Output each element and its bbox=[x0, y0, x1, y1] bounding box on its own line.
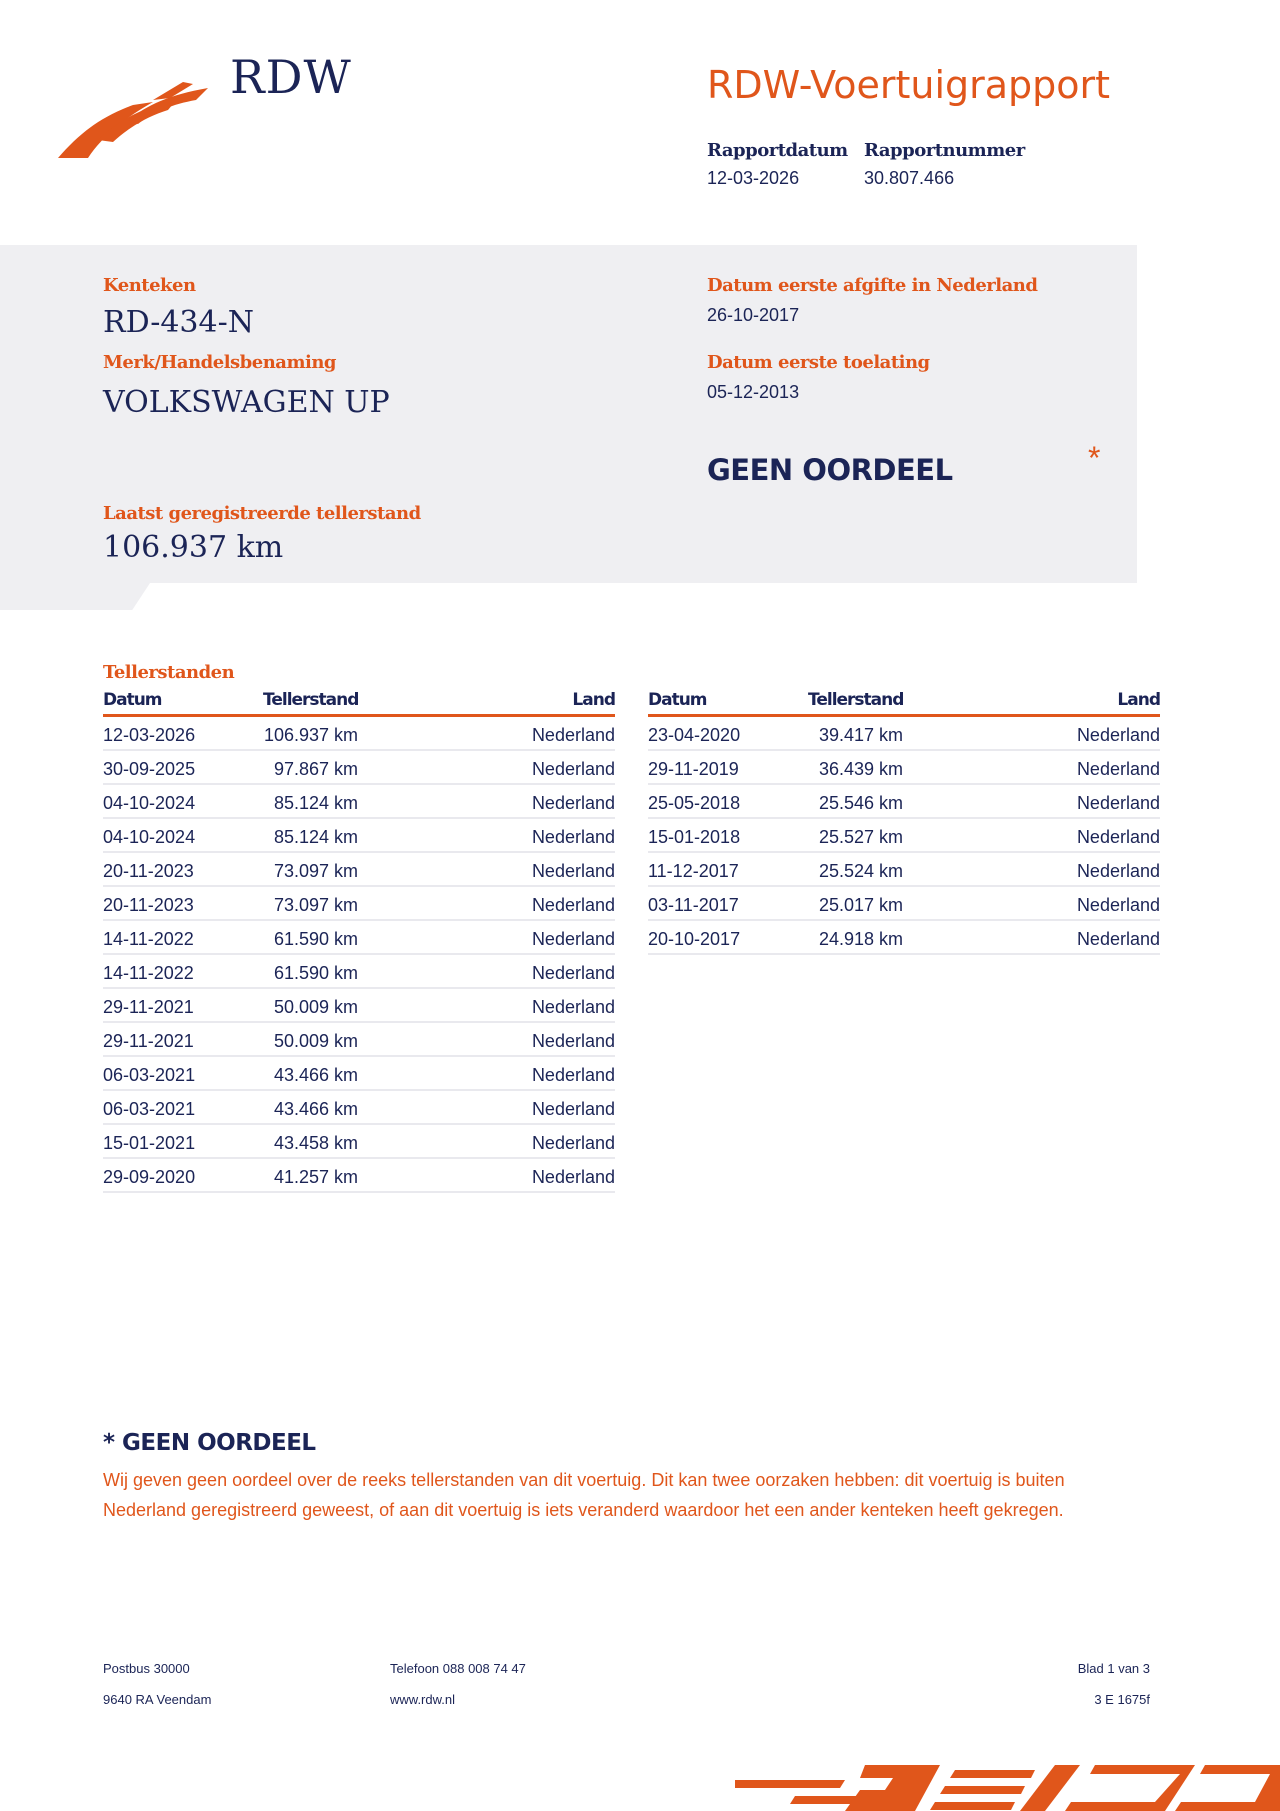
table-row bbox=[648, 819, 1160, 853]
cell-km: 36.439 km bbox=[818, 759, 903, 779]
report-number-value: 30.807.466 bbox=[864, 168, 955, 188]
cell-km: 61.590 km bbox=[273, 963, 358, 983]
table-row bbox=[103, 1125, 615, 1159]
cell-land: Nederland bbox=[1076, 827, 1160, 847]
table-row bbox=[103, 853, 615, 887]
report-title: RDW-Voertuigrapport bbox=[707, 63, 1111, 107]
cell-km: 43.466 km bbox=[273, 1099, 358, 1119]
first-registration-nl-label: Datum eerste afgifte in Nederland bbox=[707, 275, 1038, 296]
cell-land: Nederland bbox=[531, 1167, 615, 1187]
footer-document-code: 3 E 1675f bbox=[1094, 1692, 1150, 1707]
table-row bbox=[103, 955, 615, 989]
table-row bbox=[648, 853, 1160, 887]
table-row bbox=[103, 989, 615, 1023]
report-date-value: 12-03-2026 bbox=[707, 168, 800, 188]
cell-km: 106.937 km bbox=[263, 725, 358, 745]
cell-land: Nederland bbox=[1076, 929, 1160, 949]
cell-km: 25.524 km bbox=[818, 861, 903, 881]
table-row bbox=[103, 751, 615, 785]
kenteken-label: Kenteken bbox=[103, 275, 196, 296]
cell-km: 25.546 km bbox=[818, 793, 903, 813]
cell-km: 24.918 km bbox=[818, 929, 903, 949]
header-km: Tellerstand bbox=[808, 690, 904, 710]
cell-km: 73.097 km bbox=[273, 895, 358, 915]
table-row bbox=[648, 751, 1160, 785]
cell-km: 97.867 km bbox=[273, 759, 358, 779]
odometer-table-right bbox=[648, 690, 1160, 955]
cell-land: Nederland bbox=[531, 895, 615, 915]
cell-km: 25.017 km bbox=[818, 895, 903, 915]
cell-km: 50.009 km bbox=[273, 1031, 358, 1051]
note-title: * GEEN OORDEEL bbox=[103, 1430, 316, 1456]
cell-land: Nederland bbox=[531, 1133, 615, 1153]
cell-date: 20-11-2023 bbox=[103, 861, 194, 881]
cell-land: Nederland bbox=[531, 997, 615, 1017]
report-date-label: Rapportdatum bbox=[707, 140, 848, 161]
cell-date: 29-11-2019 bbox=[648, 759, 739, 779]
cell-land: Nederland bbox=[1076, 895, 1160, 915]
panel-tab-decoration bbox=[0, 580, 152, 610]
header-km: Tellerstand bbox=[263, 690, 359, 710]
cell-land: Nederland bbox=[531, 861, 615, 881]
logo-text: RDW bbox=[230, 50, 352, 104]
section-title-tellerstanden: Tellerstanden bbox=[103, 662, 235, 683]
table-row bbox=[103, 921, 615, 955]
cell-km: 25.527 km bbox=[818, 827, 903, 847]
cell-km: 61.590 km bbox=[273, 929, 358, 949]
cell-date: 03-11-2017 bbox=[648, 895, 739, 915]
verdict-text: GEEN OORDEEL bbox=[707, 453, 953, 487]
header-date: Datum bbox=[103, 690, 162, 710]
table-header bbox=[103, 690, 615, 717]
cell-date: 15-01-2021 bbox=[103, 1133, 196, 1153]
odometer-table-left bbox=[103, 690, 615, 1193]
table-row bbox=[648, 921, 1160, 955]
cell-land: Nederland bbox=[531, 1031, 615, 1051]
header-date: Datum bbox=[648, 690, 707, 710]
table-row bbox=[648, 887, 1160, 921]
table-row bbox=[103, 717, 615, 751]
decorative-stripes-icon bbox=[735, 1760, 1280, 1811]
cell-land: Nederland bbox=[1076, 725, 1160, 745]
table-row bbox=[103, 887, 615, 921]
cell-date: 14-11-2022 bbox=[103, 963, 194, 983]
cell-km: 41.257 km bbox=[273, 1167, 358, 1187]
cell-date: 06-03-2021 bbox=[103, 1099, 196, 1119]
cell-land: Nederland bbox=[1076, 861, 1160, 881]
cell-km: 39.417 km bbox=[818, 725, 903, 745]
cell-km: 85.124 km bbox=[273, 827, 358, 847]
cell-date: 15-01-2018 bbox=[648, 827, 741, 847]
cell-date: 14-11-2022 bbox=[103, 929, 194, 949]
cell-km: 50.009 km bbox=[273, 997, 358, 1017]
cell-date: 30-09-2025 bbox=[103, 759, 196, 779]
table-row bbox=[103, 1159, 615, 1193]
cell-land: Nederland bbox=[531, 759, 615, 779]
cell-land: Nederland bbox=[1076, 793, 1160, 813]
cell-land: Nederland bbox=[531, 963, 615, 983]
footer-address-line2: 9640 RA Veendam bbox=[103, 1692, 212, 1707]
cell-km: 43.458 km bbox=[273, 1133, 358, 1153]
footer-page-number: Blad 1 van 3 bbox=[1077, 1661, 1150, 1676]
last-odometer-value: 106.937 km bbox=[103, 530, 284, 565]
cell-date: 20-11-2023 bbox=[103, 895, 194, 915]
cell-land: Nederland bbox=[531, 725, 615, 745]
table-row bbox=[648, 717, 1160, 751]
cell-land: Nederland bbox=[531, 929, 615, 949]
header-land: Land bbox=[1117, 690, 1160, 710]
cell-land: Nederland bbox=[531, 827, 615, 847]
kenteken-value: RD-434-N bbox=[103, 305, 254, 340]
first-admission-label: Datum eerste toelating bbox=[707, 352, 930, 373]
cell-land: Nederland bbox=[1076, 759, 1160, 779]
cell-date: 23-04-2020 bbox=[648, 725, 741, 745]
cell-date: 11-12-2017 bbox=[648, 861, 739, 881]
table-row bbox=[103, 1023, 615, 1057]
table-row bbox=[103, 1091, 615, 1125]
first-registration-nl-value: 26-10-2017 bbox=[707, 305, 800, 325]
cell-land: Nederland bbox=[531, 1065, 615, 1085]
cell-km: 85.124 km bbox=[273, 793, 358, 813]
table-row bbox=[103, 1057, 615, 1091]
table-header bbox=[648, 690, 1160, 717]
footer-phone: Telefoon 088 008 74 47 bbox=[390, 1661, 526, 1676]
cell-date: 25-05-2018 bbox=[648, 793, 741, 813]
last-odometer-label: Laatst geregistreerde tellerstand bbox=[103, 503, 421, 524]
cell-date: 29-09-2020 bbox=[103, 1167, 196, 1187]
merk-value: VOLKSWAGEN UP bbox=[103, 385, 390, 420]
note-body: Wij geven geen oordeel over de reeks tellerstanden van dit voertuig. Dit kan twee oorzaken hebben: dit voertuig is buiten Nederland geregistreerd geweest, of aan dit voertuig is iets veranderd waardoor het een ander kenteken heeft gekregen. bbox=[103, 1470, 1065, 1520]
verdict-asterisk: * bbox=[1088, 440, 1101, 476]
cell-date: 12-03-2026 bbox=[103, 725, 196, 745]
header-land: Land bbox=[572, 690, 615, 710]
footer-address-line1: Postbus 30000 bbox=[103, 1661, 190, 1676]
cell-date: 29-11-2021 bbox=[103, 1031, 194, 1051]
table-row bbox=[103, 785, 615, 819]
first-admission-value: 05-12-2013 bbox=[707, 382, 800, 402]
cell-land: Nederland bbox=[531, 1099, 615, 1119]
cell-land: Nederland bbox=[531, 793, 615, 813]
rdw-logo-icon bbox=[58, 80, 208, 160]
cell-date: 04-10-2024 bbox=[103, 827, 196, 847]
cell-date: 06-03-2021 bbox=[103, 1065, 196, 1085]
merk-label: Merk/Handelsbenaming bbox=[103, 352, 337, 373]
cell-km: 73.097 km bbox=[273, 861, 358, 881]
cell-km: 43.466 km bbox=[273, 1065, 358, 1085]
footer-website-link[interactable]: www.rdw.nl bbox=[390, 1692, 456, 1707]
cell-date: 29-11-2021 bbox=[103, 997, 194, 1017]
cell-date: 20-10-2017 bbox=[648, 929, 741, 949]
report-number-label: Rapportnummer bbox=[864, 140, 1025, 161]
table-row bbox=[103, 819, 615, 853]
table-row bbox=[648, 785, 1160, 819]
cell-date: 04-10-2024 bbox=[103, 793, 196, 813]
